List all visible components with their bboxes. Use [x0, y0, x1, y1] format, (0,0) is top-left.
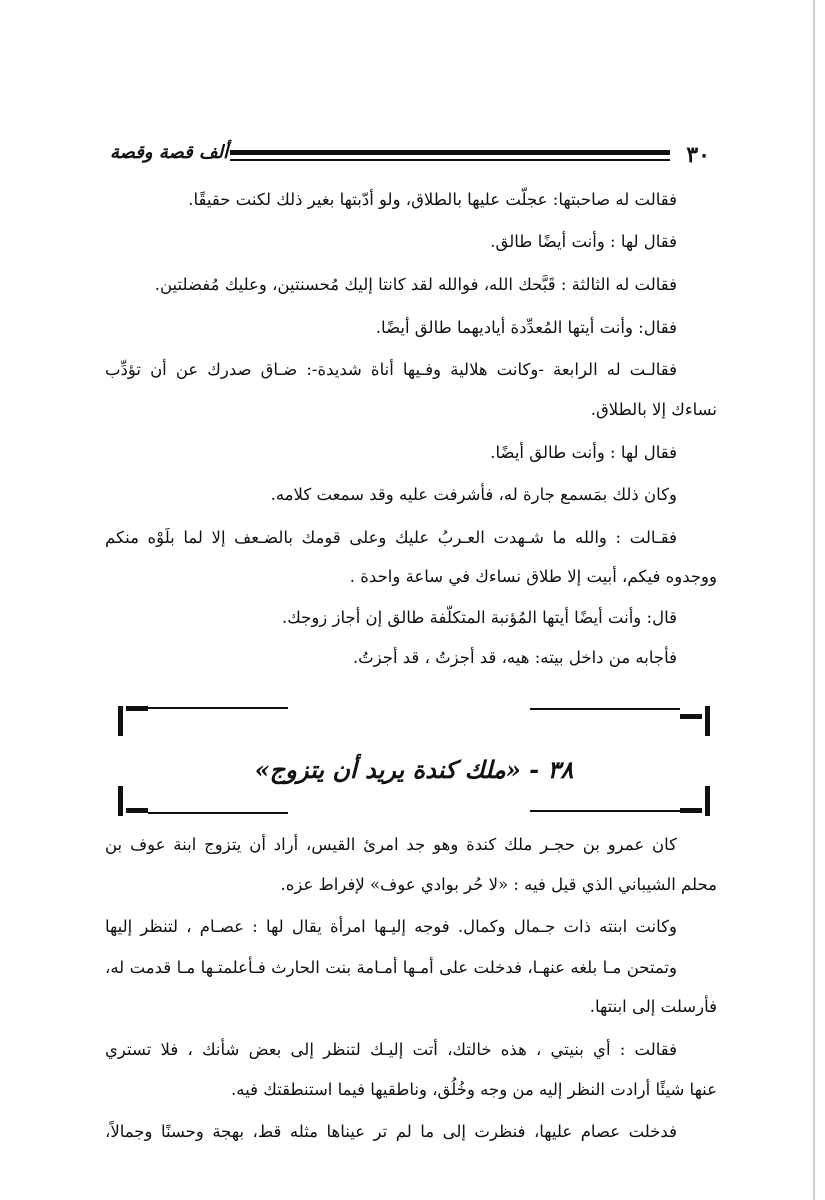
text-line: كان عمرو بن حجـر ملك كندة وهو جد امرئ القيس، أراد أن يتزوج ابنة عوف بن: [105, 835, 677, 854]
text-line: فقال لها : وأنت طالق أيضًا.: [490, 443, 677, 462]
text-line: فقال لها : وأنت أيضًا طالق.: [490, 232, 677, 251]
text-line: فدخلت عصام عليها، فنظرت إلى ما لم تر عيناها مثله قط، بهجة وحسنًا وجمالاً،: [105, 1122, 677, 1141]
text-line: وكان ذلك بمَسمع جارة له، فأشرفت عليه وقد سمعت كلامه.: [270, 485, 677, 504]
text-line: نساءك إلا بالطلاق.: [590, 400, 717, 419]
header-rule-thin: [230, 159, 670, 161]
header-rule-thick: [230, 150, 670, 155]
text-line: فقالـت له الرابعة -وكانت هلالية وفـيها أناة شديدة-: ضـاق صدرك عن أن تؤدِّب: [105, 360, 677, 379]
text-line: قال: وأنت أيضًا أيتها المُؤنبة المتكلّفة طالق إن أجاز زوجك.: [281, 608, 677, 627]
text-line: فأرسلت إلى ابنتها.: [589, 997, 717, 1016]
text-line: وكانت ابنته ذات جـمال وكمال. فوجه إليـها امرأة يقال لها : عصـام ، لتنظر إليها: [105, 917, 677, 936]
text-line: فقال: وأنت أيتها المُعدِّدة أياديهما طالق أيضًا.: [375, 318, 677, 337]
page-number: ٣٠: [686, 142, 710, 168]
text-line: وتمتحن مـا بلغه عنهـا، فدخلت على أمـها أمـامة بنت الحارث فـأعلمتـها مـا قدمت له،: [105, 958, 677, 977]
chapter-frame-bottom: [118, 786, 710, 826]
text-line: فقالت له الثالثة : قَبَّحك الله، فوالله لقد كانتا إليك مُحسنتين، وعليك مُفضلتين.: [154, 275, 677, 294]
text-line: ووجدوه فيكم، أبيت إلا طلاق نساءك في ساعة واحدة .: [349, 567, 717, 586]
chapter-frame-top: [118, 700, 710, 740]
text-line: فقالت : أي بنيتي ، هذه خالتك، أتت إليـك لتنظر إلى بعض شأنك ، فلا تستري: [105, 1040, 677, 1059]
book-title: ألف قصة وقصة: [110, 142, 229, 163]
running-header: [110, 142, 710, 172]
page-edge: [813, 0, 815, 1200]
text-line: عنها شيئًا أرادت النظر إليه من وجه وخُلُق، وناطقيها فيما استنطقتك فيه.: [231, 1080, 717, 1099]
chapter-title: ٣٨ - «ملك كندة يريد أن يتزوج»: [254, 755, 574, 784]
text-line: محلم الشيباني الذي قيل فيه : «لا حُر بوادي عوف» لإفراط عزه.: [280, 875, 717, 894]
text-line: فقـالت : والله ما شـهدت العـربُ عليك وعلى قومك بالضـعف إلا لما بلَوْه منكم: [105, 528, 677, 547]
text-line: فأجابه من داخل بيته: هيه، قد أجزتُ ، قد أجزتُ.: [352, 648, 677, 667]
text-line: فقالت له صاحبتها: عجلّت عليها بالطلاق، ولو أدّبتها بغير ذلك لكنت حقيقًا.: [188, 190, 677, 209]
